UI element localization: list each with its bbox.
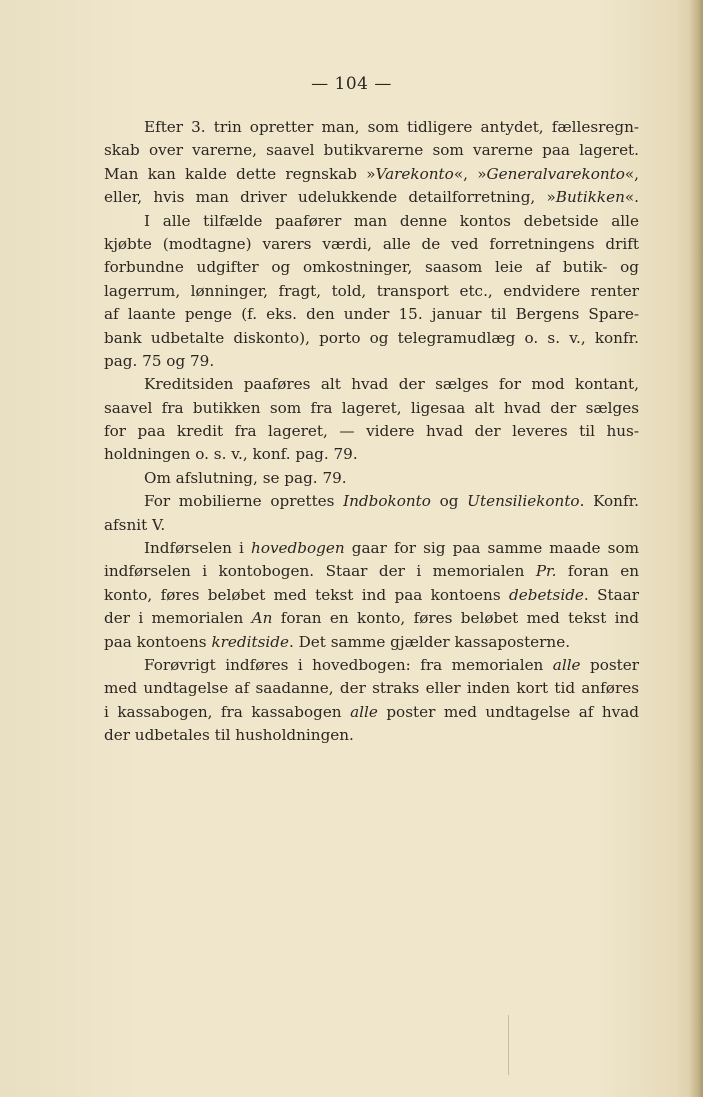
text-run: «, — [624, 164, 639, 183]
text-run: poster med undtagelse af hvad — [377, 702, 639, 721]
italic-text: debetside — [509, 585, 584, 604]
italic-text: Generalvarekonto — [486, 164, 625, 183]
text-run: bank udbetalte diskonto), porto og telegramudlæg o. s. v., konfr. — [104, 328, 639, 347]
italic-text: alle — [350, 702, 378, 721]
page-number: — 104 — — [311, 74, 392, 94]
text-line — [104, 443, 639, 466]
text-run: for paa kredit fra lageret, — videre hvad der leveres til hus- — [104, 422, 639, 441]
italic-text: Varekonto — [375, 164, 454, 183]
text-line — [104, 584, 639, 607]
text-line — [104, 677, 639, 700]
text-line — [104, 116, 639, 139]
text-run: Efter 3. trin opretter man, som tidligere antydet, fællesregn- — [144, 118, 639, 136]
text-run: foran en konto, føres beløbet med tekst ind — [272, 609, 639, 628]
italic-text: alle — [552, 655, 581, 674]
text-line — [104, 467, 639, 490]
text-line — [104, 256, 639, 279]
text-line — [104, 233, 639, 256]
text-line — [104, 303, 639, 326]
text-line — [104, 397, 639, 420]
text-line — [104, 514, 639, 537]
text-run: . Staar — [583, 585, 639, 604]
italic-text: Utensiliekonto — [467, 492, 580, 511]
text-run: holdningen o. s. v., konf. pag. 79. — [104, 445, 358, 464]
text-run: eller, hvis man driver udelukkende detailforretning, » — [104, 188, 556, 207]
italic-text: Indbokonto — [343, 492, 431, 511]
text-run: Forøvrigt indføres i hovedbogen: fra memorialen — [144, 655, 553, 674]
text-run: For mobilierne oprettes — [144, 492, 344, 511]
text-run: der udbetales til husholdningen. — [104, 726, 354, 745]
italic-text: hovedbogen — [251, 539, 345, 558]
text-run: saavel fra butikken som fra lageret, ligesaa alt hvad der sælges — [104, 398, 639, 417]
text-line — [104, 373, 639, 396]
text-run: gaar for sig paa samme maade som — [344, 539, 639, 558]
text-run: der i memorialen — [104, 609, 252, 628]
italic-text: kreditside — [211, 632, 289, 651]
text-run: i kassabogen, fra kassabogen — [104, 702, 351, 721]
text-run: Om afslutning, se pag. 79. — [144, 468, 347, 487]
text-line — [104, 654, 639, 677]
text-line — [104, 139, 639, 162]
text-line — [104, 490, 639, 513]
margin-mark — [508, 1015, 509, 1075]
text-run: lagerrum, lønninger, fragt, told, transport etc., endvidere renter — [104, 281, 639, 300]
italic-text: Butikken — [555, 188, 625, 207]
text-run: afsnit V. — [104, 515, 166, 534]
italic-text: An — [251, 609, 273, 628]
text-run: «. — [624, 188, 639, 207]
text-line — [104, 420, 639, 443]
text-run: Man kan kalde dette regnskab » — [104, 164, 376, 183]
italic-text: Pr. — [535, 562, 557, 581]
text-line — [104, 327, 639, 350]
text-run: I alle tilfælde paafører man denne kontos debetside alle — [144, 211, 639, 230]
text-line — [104, 210, 639, 233]
body-text — [104, 116, 639, 748]
text-run: skab over varerne, saavel butikvarerne som varerne paa lageret. — [104, 141, 639, 160]
text-line — [104, 350, 639, 373]
text-line — [104, 186, 639, 209]
text-run: «, » — [453, 164, 487, 183]
text-run: Indførselen i — [144, 539, 252, 558]
text-line — [104, 560, 639, 583]
text-run: . Det samme gjælder kassaposterne. — [288, 632, 571, 651]
text-run: kjøbte (modtagne) varers værdi, alle de ved forretningens drift — [104, 234, 639, 253]
text-line — [104, 537, 639, 560]
text-run: paa kontoens — [104, 632, 212, 651]
text-line — [104, 724, 639, 747]
text-run: Kreditsiden paaføres alt hvad der sælges for mod kontant, — [144, 375, 639, 394]
text-run: af laante penge (f. eks. den under 15. januar til Bergens Spare- — [104, 305, 639, 324]
text-line — [104, 163, 639, 186]
text-run: foran en — [556, 562, 639, 581]
text-line — [104, 631, 639, 654]
text-line — [104, 607, 639, 630]
text-run: . Konfr. — [579, 492, 639, 511]
page-edge-shadow — [689, 0, 703, 1097]
text-run: pag. 75 og 79. — [104, 351, 215, 370]
text-run: indførselen i kontobogen. Staar der i memorialen — [104, 562, 536, 581]
text-line — [104, 280, 639, 303]
text-run: og — [430, 492, 468, 511]
text-run: med undtagelse af saadanne, der straks eller inden kort tid anføres — [104, 679, 639, 698]
text-run: forbundne udgifter og omkostninger, saasom leie af butik- og — [104, 258, 639, 277]
text-line — [104, 701, 639, 724]
text-run: konto, føres beløbet med tekst ind paa kontoens — [104, 585, 510, 604]
text-run: poster — [580, 655, 639, 674]
